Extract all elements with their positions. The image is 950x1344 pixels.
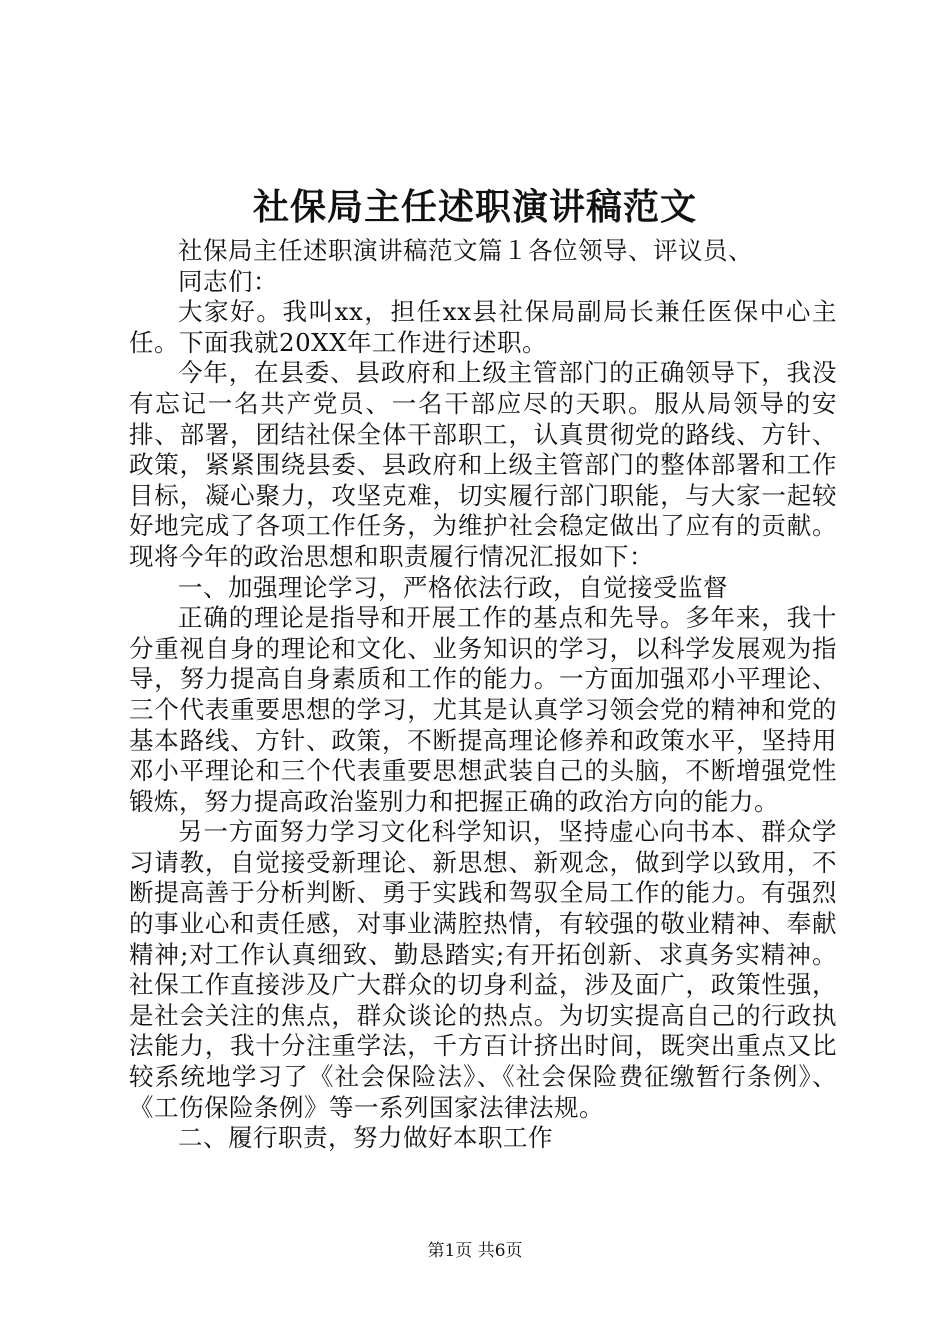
document-body <box>129 236 837 1154</box>
paragraph-theory-study: 正确的理论是指导和开展工作的基点和先导。多年来，我十分重视自身的理论和文化、业务知识的学习，以科学发展观为指导，努力提高自身素质和工作的能力。一方面加强邓小平理论、三个代表重要思想的学习，尤其是认真学习领会党的精神和党的基本路线、方针、政策，不断提高理论修养和政策水平，坚持用邓小平理论和三个代表重要思想武装自己的头脑，不断增强党性锻炼，努力提高政治鉴别力和把握正确的政治方向的能力。 <box>129 603 837 816</box>
section-heading-2: 二、履行职责，努力做好本职工作 <box>178 1123 553 1153</box>
paragraph-culture-study: 另一方面努力学习文化科学知识，坚持虚心向书本、群众学习请教，自觉接受新理论、新思想、新观念，做到学以致用，不断提高善于分析判断、勇于实践和驾驭全局工作的能力。有强烈的事业心和责任感，对事业满腔热情，有较强的敬业精神、奉献精神;对工作认真细致、勤恳踏实;有开拓创新、求真务实精神。社保工作直接涉及广大群众的切身利益，涉及面广，政策性强，是社会关注的焦点，群众谈论的热点。为切实提高自己的行政执法能力，我十分注重学法，千方百计挤出时间，既突出重点又比较系统地学习了《社会保险法》、《社会保险费征缴暂行条例》、《工伤保险条例》等一系列国家法律法规。 <box>129 817 837 1122</box>
page-footer: 第1页 共6页 <box>427 1241 523 1261</box>
paragraph-intro: 今年，在县委、县政府和上级主管部门的正确领导下，我没有忘记一名共产党员、一名干部应尽的天职。服从局领导的安排、部署，团结社保全体干部职工，认真贯彻党的路线、方针、政策，紧紧围绕县委、县政府和上级主管部门的整体部署和工作目标，凝心聚力，攻坚克难，切实履行部门职能，与大家一起较好地完成了各项工作任务，为维护社会稳定做出了应有的贡献。现将今年的政治思想和职责履行情况汇报如下： <box>129 358 837 571</box>
paragraph-opening: 社保局主任述职演讲稿范文篇１各位领导、评议员、 <box>178 236 753 265</box>
section-heading-1: 一、加强理论学习，严格依法行政，自觉接受监督 <box>178 572 728 602</box>
paragraph-greeting: 大家好。我叫xx，担任xx县社保局副局长兼任医保中心主任。下面我就20XX年工作进行述职。 <box>129 297 837 357</box>
document-title: 社保局主任述职演讲稿范文 <box>252 186 697 228</box>
paragraph-salutation: 同志们： <box>178 266 278 296</box>
